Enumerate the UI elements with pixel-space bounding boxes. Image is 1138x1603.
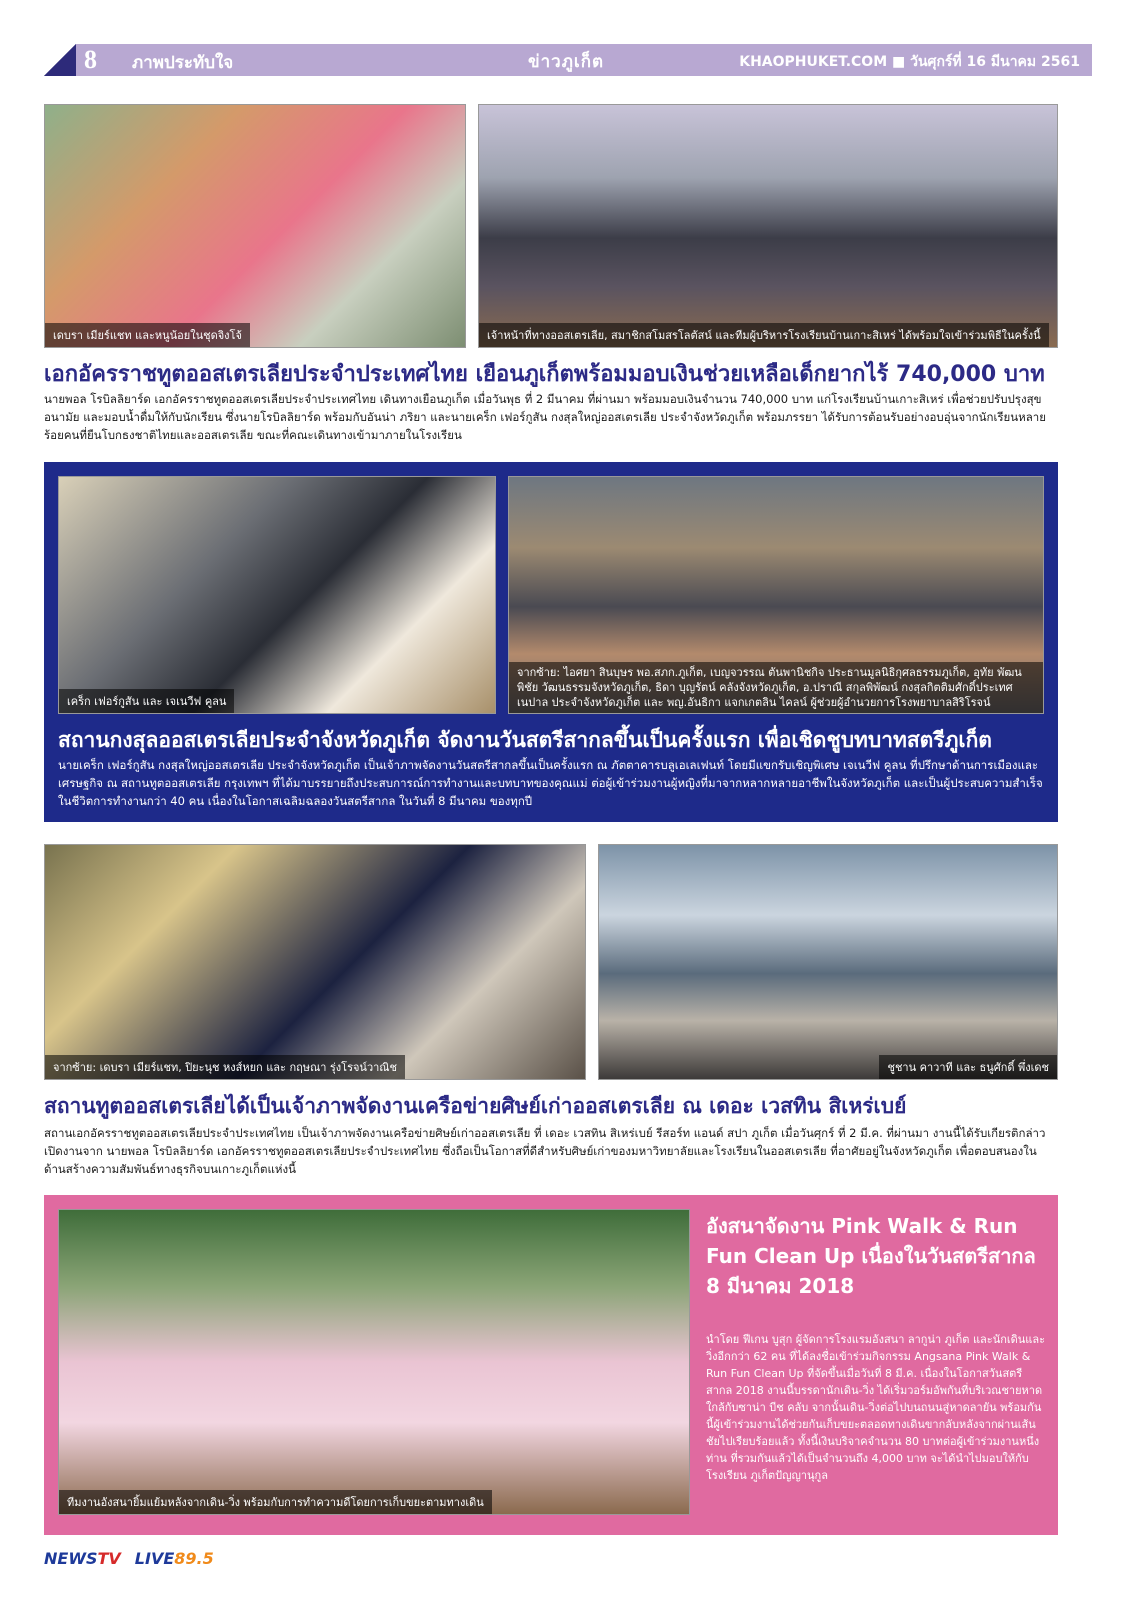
- page-number: 8: [84, 45, 97, 74]
- body-story3: สถานเอกอัครราชทูตออสเตรเลียประจำประเทศไทย เป็นเจ้าภาพจัดงานเครือข่ายศิษย์เก่าออสเตรเลีย ที่ เดอะ เวสทิน สิเหร่เบย์ รีสอร์ท แอนด์ สปา ภูเก็ต เมื่อวันศุกร์ ที่ 2 มี.ค. ที่ผ่านมา งานนี้ได้รับเกียรติกล่าวเปิดงานจาก นายพอล โรบิลลิยาร์ด เอกอัครราชทูตออสเตรเลียประจำประเทศไทย ซึ่งถือเป็นโอกาสที่ดีสำหรับศิษย์เก่าของมหาวิทยาลัยและโรงเรียนในออสเตรเลีย ที่อาศัยอยู่ในจังหวัดภูเก็ต เพื่อตอบสนองในด้านสร้างความสัมพันธ์ทางธุรกิจบนเกาะภูเก็ตแห่งนี้: [44, 1126, 1046, 1176]
- photo-group-school: [478, 104, 1058, 348]
- photo-kangaroo-costume: [44, 104, 466, 348]
- body-story2: นายเคร็ก เฟอร์กูสัน กงสุลใหญ่ออสเตรเลีย ประจำจังหวัดภูเก็ต เป็นเจ้าภาพจัดงานวันสตรีสากลขึ้นเป็นครั้งแรก ณ ภัตตาคารบลูเอเลเฟนท์ โดยมีแขกรับเชิญพิเศษ เจเนวีฟ คูลน ที่ปรึกษาด้านการเมืองและเศรษฐกิจ ณ สถานทูตออสเตรเลีย กรุงเทพฯ ที่ได้มาบรรยายถึงประสบการณ์การทำงานและบทบาทของคุณแม่ ต่อผู้เข้าร่วมงานผู้หญิงที่มาจากหลากหลายอาชีพในจังหวัดภูเก็ต และเป็นผู้ประสบความสำเร็จในชีวิตการทำงานกว่า 40 คน เนื่องในโอกาสเฉลิมฉลองวันสตรีสากล ในวันที่ 8 มีนาคม ของทุกปี: [58, 758, 1043, 808]
- photo-alumni-pair: [598, 844, 1058, 1080]
- headline-story2: สถานกงสุลออสเตรเลียประจำจังหวัดภูเก็ต จัดงานวันสตรีสากลขึ้นเป็นครั้งแรก เพื่อเชิดชูบทบาทสตรีภูเก็ต: [58, 728, 992, 752]
- photo-consul-pair: [58, 476, 496, 714]
- photo-caption: เจ้าหน้าที่ทางออสเตรเลีย, สมาชิกสโมสรโลตัสน์ และทีมผู้บริหารโรงเรียนบ้านเกาะสิเหร่ ได้พร้อมใจเข้าร่วมพิธีในครั้งนี้: [479, 323, 1049, 347]
- headline-story3: สถานทูตออสเตรเลียได้เป็นเจ้าภาพจัดงานเครือข่ายศิษย์เก่าออสเตรเลีย ณ เดอะ เวสทิน สิเหร่เบย์: [44, 1094, 907, 1118]
- section-box-blue: [44, 462, 1058, 822]
- news-tv-logo: NEWSTV: [44, 1548, 121, 1568]
- photo-caption: เดบรา เมียร์แชท และหนูน้อยในชุดจิงโจ้: [45, 323, 250, 347]
- page-header: [44, 44, 1092, 76]
- dateline: KHAOPHUKET.COM ■ วันศุกร์ที่ 16 มีนาคม 2561: [739, 54, 1080, 70]
- photo-pink-walk-team: [58, 1209, 690, 1515]
- photo-caption: จากซ้าย: เดบรา เมียร์แชท, ปิยะนุช หงส์หยก และ กฤษณา รุ่งโรจน์วาณิช: [45, 1055, 405, 1079]
- corner-mark-icon: [44, 44, 76, 76]
- masthead-logo: ข่าวภูเก็ต: [528, 52, 605, 72]
- body-story4: นำโดย ฟีเกน บูสุก ผู้จัดการโรงแรมอังสนา ลากูน่า ภูเก็ต และนักเดินและวิ่งอีกกว่า 62 คน ที่ได้ลงชื่อเข้าร่วมกิจกรรม Angsana Pink Walk & Run Fun Clean Up ที่จัดขึ้นเมื่อวันที่ 8 มี.ค. เนื่องในโอกาสวันสตรีสากล 2018 งานนี้บรรดานักเดิน-วิ่ง ได้เริ่มวอร์มอัพกันที่บริเวณชายหาด ใกล้กับซาน่า บีช คลับ จากนั้นเดิน-วิ่งต่อไปบนถนนสู่หาดลายัน พร้อมกันนี้ผู้เข้าร่วมงานได้ช่วยกันเก็บขยะตลอดทางเดินขากลับหลังจากผ่านเส้นชัยไปเรียบร้อยแล้ว ทั้งนี้เงินบริจาคจำนวน 80 บาทต่อผู้เข้าร่วมงานหนึ่งท่าน ที่รวมกันแล้วได้เป็นจำนวนถึง 4,000 บาท จะได้นำไปมอบให้กับโรงเรียน ภูเก็ตปัญญานุกูล: [706, 1333, 1046, 1482]
- live-radio-logo: LIVE89.5: [134, 1548, 214, 1568]
- photo-women-group: [508, 476, 1044, 714]
- photo-caption: ชูชาน คาวาที และ ธนูศักดิ์ พึ่งเดช: [879, 1055, 1057, 1079]
- headline-story1: เอกอัครราชทูตออสเตรเลียประจำประเทศไทย เยือนภูเก็ตพร้อมมอบเงินช่วยเหลือเด็กยากไร้ 740,000 บาท: [44, 362, 1045, 387]
- section-title: ภาพประทับใจ: [132, 53, 234, 73]
- footer-logos: [44, 1545, 214, 1571]
- photo-caption: จากซ้าย: ไอศยา สินบุษร พอ.สภก.ภูเก็ต, เบญจวรรณ ตันพานิชกิจ ประธานมูลนิธิกุศลธรรมภูเก็ต, อุทัย พัฒนพิชัย วัฒนธรรมจังหวัดภูเก็ต, ธิดา บุญรัตน์ คลังจังหวัดภูเก็ต, อ.ปราณี สกุลพิพัฒน์ กงสุลกิตติมศักดิ์ประเทศเนปาล ประจำจังหวัดภูเก็ต และ พญ.อันธิกา แจกเกตลิน ไคลน์ ผู้ช่วยผู้อำนวยการโรงพยาบาลสิริโรจน์: [509, 662, 1044, 713]
- headline-story4: อังสนาจัดงาน Pink Walk & Run Fun Clean Up เนื่องในวันสตรีสากล 8 มีนาคม 2018: [706, 1214, 1036, 1298]
- photo-caption: เคร็ก เฟอร์กูสัน และ เจเนวีฟ คูลน: [59, 689, 234, 713]
- section-box-pink: [44, 1195, 1058, 1535]
- photo-caption: ทีมงานอังสนายิ้มแย้มหลังจากเดิน-วิ่ง พร้อมกับการทำความดีโดยการเก็บขยะตามทางเดิน: [59, 1490, 492, 1514]
- photo-alumni-trio: [44, 844, 586, 1080]
- body-story1: นายพอล โรบิลลิยาร์ด เอกอัครราชทูตออสเตรเลียประจำประเทศไทย เดินทางเยือนภูเก็ต เมื่อวันพุธ ที่ 2 มีนาคม ที่ผ่านมา พร้อมมอบเงินจำนวน 740,000 บาท แก่โรงเรียนบ้านเกาะสิเหร่ เพื่อช่วยปรับปรุงสุขอนามัย และมอบน้ำดื่มให้กับนักเรียน ซึ่งนายโรบิลลิยาร์ด พร้อมกับอันน่า ภริยา และนายเคร็ก เฟอร์กูสัน กงสุลใหญ่ออสเตรเลีย ประจำจังหวัดภูเก็ต พร้อมภรรยา ได้รับการต้อนรับอย่างอบอุ่นจากนักเรียนหลายร้อยคนที่ยืนโบกธงชาติไทยและออสเตรเลีย ขณะที่คณะเดินทางเข้ามาภายในโรงเรียน: [44, 392, 1046, 442]
